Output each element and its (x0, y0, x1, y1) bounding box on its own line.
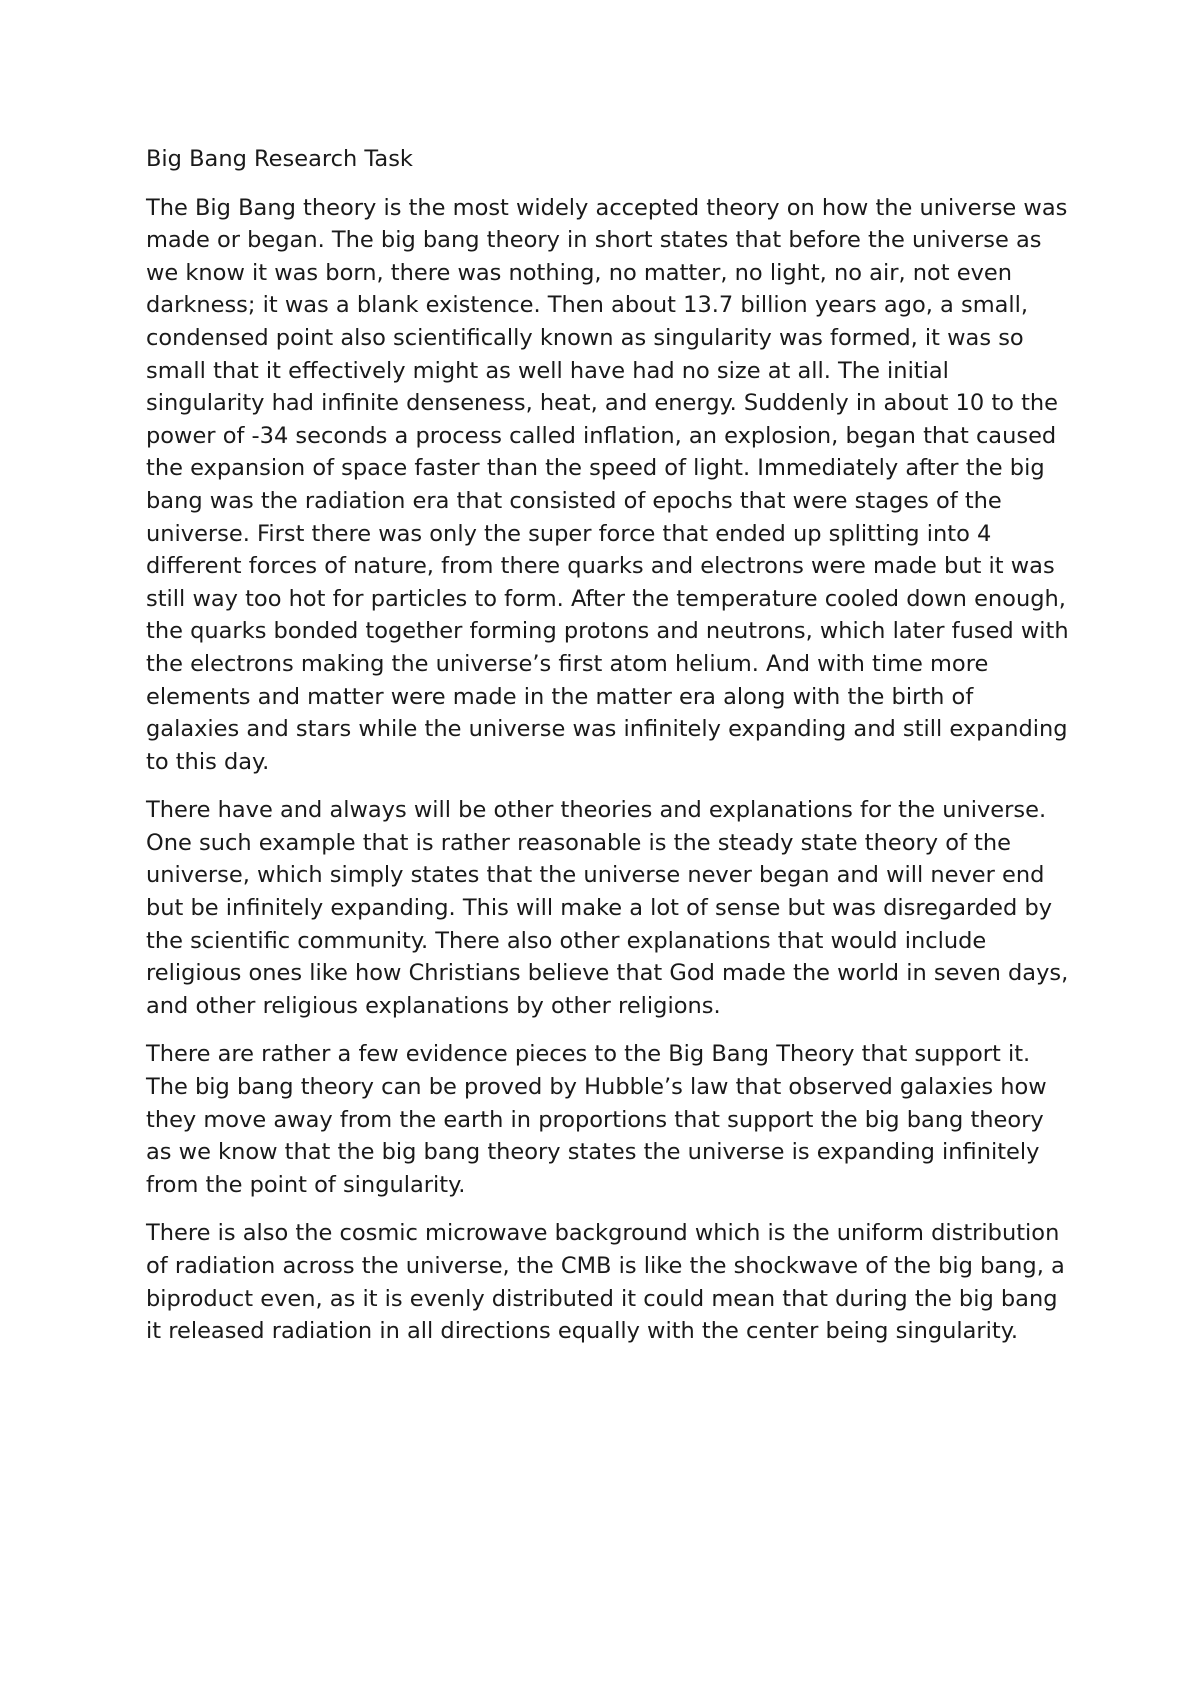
document-body (146, 143, 1070, 1364)
paragraph-hubbles-law-evidence: There are rather a few evidence pieces to the Big Bang Theory that support it. The big bang theory can be proved by Hubble’s law that observed galaxies how they move away from the earth in proportions that support the big bang theory as we know that the big bang theory states the universe is expanding infinitely from the point of singularity. (146, 1041, 1047, 1198)
paragraph-cmb-evidence: There is also the cosmic microwave background which is the uniform distribution of radiation across the universe, the CMB is like the shockwave of the big bang, a biproduct even, as it is evenly distributed it could mean that during the big bang it released radiation in all directions equally with the center being singularity. (146, 1220, 1065, 1345)
paragraph-big-bang-overview: The Big Bang theory is the most widely accepted theory on how the universe was made or began. The big bang theory in short states that before the universe as we know it was born, there was nothing, no matter, no light, no air, not even darkness; it was a blank existence. Then about 13.7 billion years ago, a small, condensed point also scientifically known as singularity was formed, it was so small that it effectively might as well have had no size at all. The initial singularity had infinite denseness, heat, and energy. Suddenly in about 10 to the power of -34 seconds a process called inflation, an explosion, began that caused the expansion of space faster than the speed of light. Immediately after the big bang was the radiation era that consisted of epochs that were stages of the universe. First there was only the super force that ended up splitting into 4 different forces of nature, from there quarks and electrons were made but it was still way too hot for particles to form. After the temperature cooled down enough, the quarks bonded together forming protons and neutrons, which later fused with the electrons making the universe’s first atom helium. And with time more elements and matter were made in the matter era along with the birth of galaxies and stars while the universe was infinitely expanding and still expanding to this day. (146, 194, 1069, 775)
paragraph-other-theories: There have and always will be other theories and explanations for the universe. One such example that is rather reasonable is the steady state theory of the universe, which simply states that the universe never began and will never end but be infinitely expanding. This will make a lot of sense but was disregarded by the scientific community. There also other explanations that would include religious ones like how Christians believe that God made the world in seven days, and other religious explanations by other religions. (146, 797, 1069, 1019)
document-title: Big Bang Research Task (146, 146, 413, 172)
